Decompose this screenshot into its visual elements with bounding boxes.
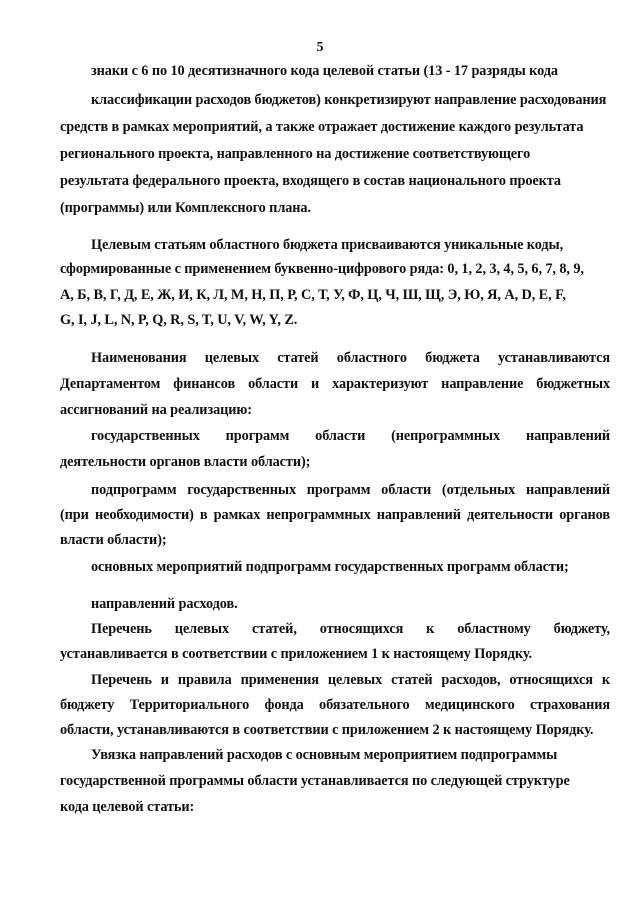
paragraph-10-line-2: государственной программы области устанавливается по следующей структуре [60, 773, 570, 789]
paragraph-8-line-1: Перечень целевых статей, относящихся к областному бюджету, [91, 621, 610, 637]
paragraph-1-line-6: (программы) или Комплексного плана. [60, 200, 311, 216]
paragraph-5-line-2: (при необходимости) в рамках непрограммных направлений деятельности органов [60, 507, 610, 523]
paragraph-4-line-1: государственных программ области (непрограммных направлений [91, 428, 610, 444]
paragraph-2-line-3: А, Б, В, Г, Д, Е, Ж, И, К, Л, М, Н, П, Р, С, Т, У, Ф, Ц, Ч, Ш, Щ, Э, Ю, Я, A, D, E, F, [60, 287, 566, 303]
paragraph-1-line-2: классификации расходов бюджетов) конкретизируют направление расходования [91, 92, 607, 108]
paragraph-3-line-1: Наименования целевых статей областного бюджета устанавливаются [91, 350, 610, 366]
paragraph-6-line-1: основных мероприятий подпрограмм государственных программ области; [91, 559, 569, 575]
paragraph-4-line-2: деятельности органов власти области); [60, 454, 311, 470]
paragraph-1-line-5: результата федерального проекта, входящего в состав национального проекта [60, 173, 561, 189]
paragraph-9-line-3: области, устанавливаются в соответствии с приложением 2 к настоящему Порядку. [60, 722, 594, 738]
paragraph-3-line-2: Департаментом финансов области и характеризуют направление бюджетных [60, 376, 610, 392]
paragraph-3-line-3: ассигнований на реализацию: [60, 402, 252, 418]
paragraph-1-line-1: знаки с 6 по 10 десятизначного кода целевой статьи (13 - 17 разряды кода [91, 63, 558, 79]
paragraph-9-line-1: Перечень и правила применения целевых статей расходов, относящихся к [91, 672, 610, 688]
paragraph-2-line-1: Целевым статьям областного бюджета присваиваются уникальные коды, [91, 237, 564, 253]
page-number: 5 [316, 40, 324, 55]
paragraph-5-line-1: подпрограмм государственных программ области (отдельных направлений [91, 482, 610, 498]
paragraph-2-line-2: сформированные с применением буквенно-цифрового ряда: 0, 1, 2, 3, 4, 5, 6, 7, 8, 9, [60, 261, 584, 277]
paragraph-1-line-4: регионального проекта, направленного на достижение соответствующего [60, 146, 531, 162]
paragraph-5-line-3: власти области); [60, 532, 167, 548]
paragraph-7-line-1: направлений расходов. [91, 596, 238, 612]
paragraph-8-line-2: устанавливается в соответствии с приложением 1 к настоящему Порядку. [60, 646, 532, 662]
paragraph-10-line-3: кода целевой статьи: [60, 799, 195, 815]
paragraph-10-line-1: Увязка направлений расходов с основным мероприятием подпрограммы [91, 747, 558, 763]
paragraph-2-line-4: G, I, J, L, N, P, Q, R, S, T, U, V, W, Y, Z. [60, 312, 298, 328]
paragraph-9-line-2: бюджету Территориального фонда обязательного медицинского страхования [60, 697, 610, 713]
paragraph-1-line-3: средств в рамках мероприятий, а также отражает достижение каждого результата [60, 119, 584, 135]
